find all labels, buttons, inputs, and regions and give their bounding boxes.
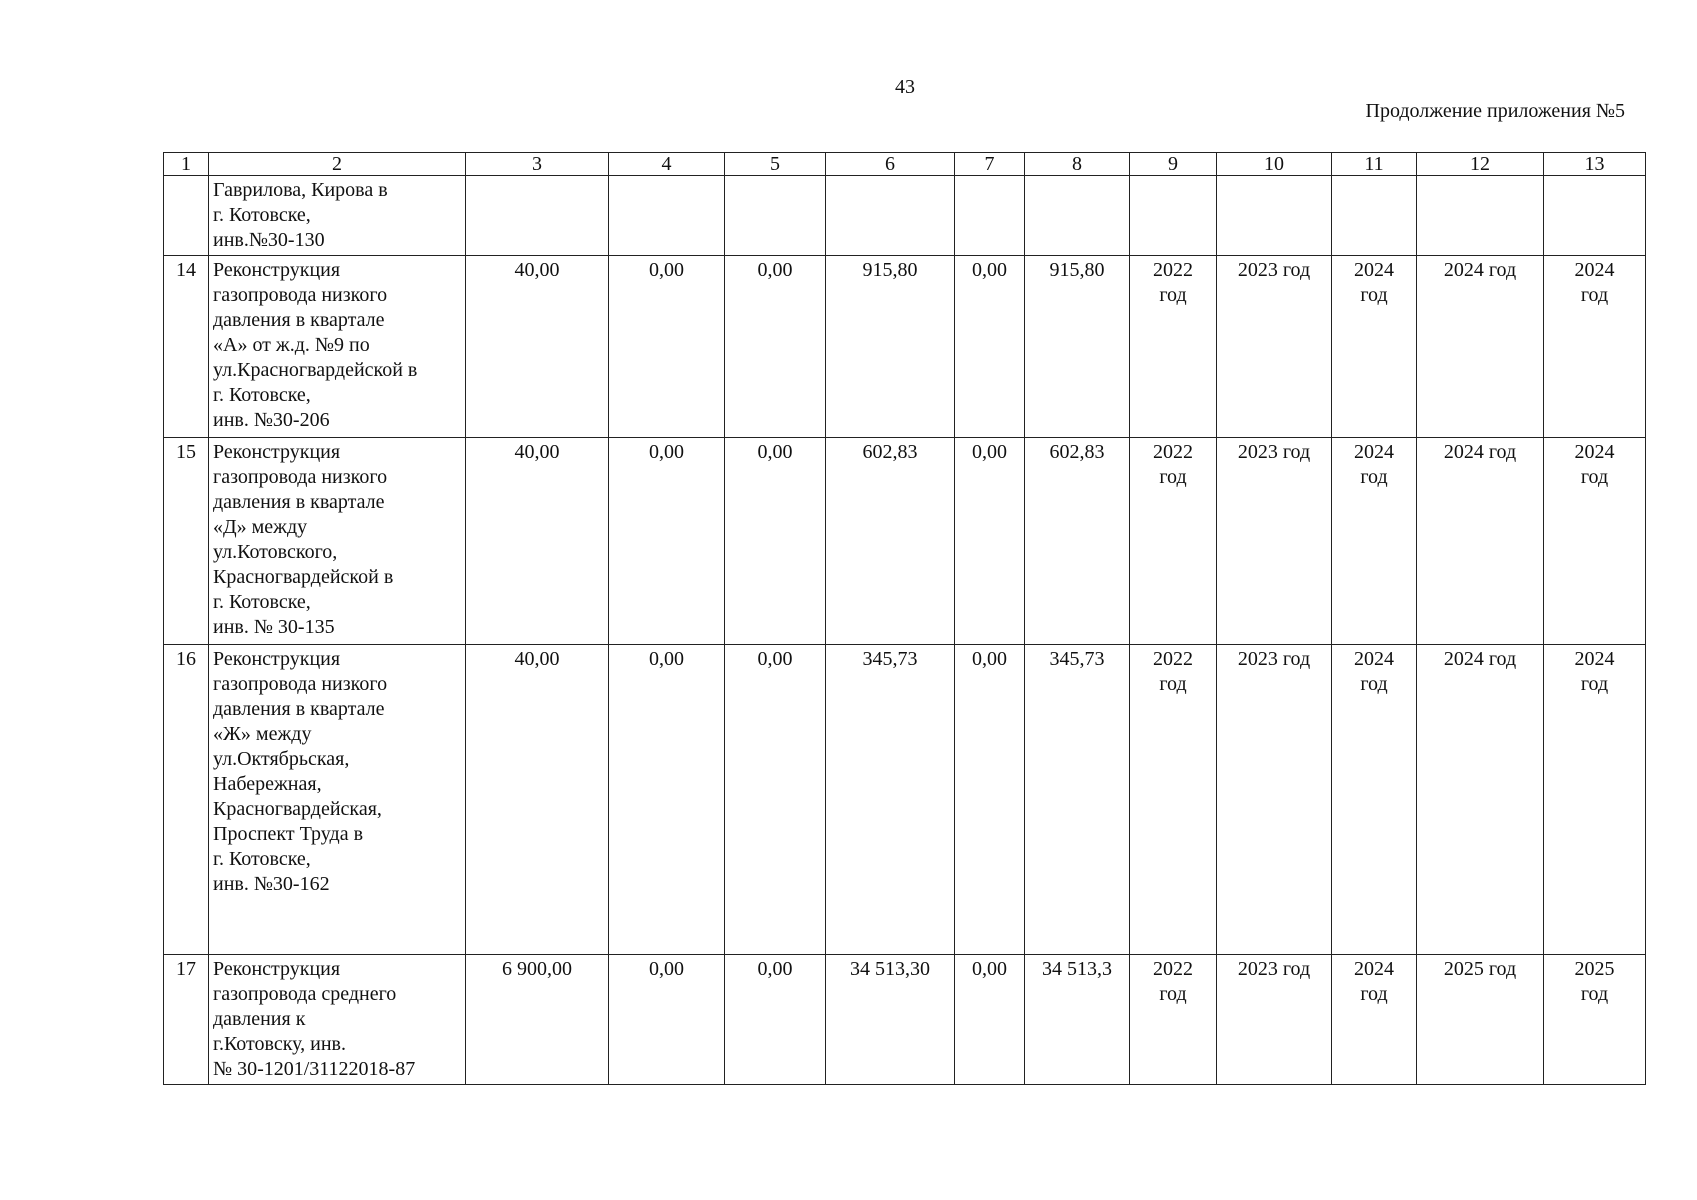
appendix-table bbox=[163, 152, 1646, 1085]
year-cell: 2024 год bbox=[1417, 256, 1544, 438]
year-cell: 2024 год bbox=[1332, 645, 1417, 955]
table-row bbox=[164, 256, 1646, 438]
year-cell bbox=[1332, 176, 1417, 256]
year-cell bbox=[1217, 176, 1332, 256]
row-number: 17 bbox=[164, 955, 209, 1085]
value-cell: 0,00 bbox=[609, 438, 725, 645]
year-cell bbox=[1130, 176, 1217, 256]
appendix-note: Продолжение приложения №5 bbox=[1365, 100, 1625, 122]
object-name: Гаврилова, Кирова в г. Котовске, инв.№30-130 bbox=[209, 176, 466, 256]
year-cell: 2024 год bbox=[1332, 955, 1417, 1085]
value-cell: 915,80 bbox=[826, 256, 955, 438]
col-header: 12 bbox=[1417, 153, 1544, 176]
value-cell: 40,00 bbox=[466, 645, 609, 955]
row-number bbox=[164, 176, 209, 256]
value-cell: 602,83 bbox=[1025, 438, 1130, 645]
year-cell: 2025 год bbox=[1544, 955, 1646, 1085]
col-header: 2 bbox=[209, 153, 466, 176]
row-number: 15 bbox=[164, 438, 209, 645]
object-name: Реконструкция газопровода низкого давления в квартале «А» от ж.д. №9 по ул.Красногвардейской в г. Котовске, инв. №30-206 bbox=[209, 256, 466, 438]
value-cell: 0,00 bbox=[609, 256, 725, 438]
object-name: Реконструкция газопровода низкого давления в квартале «Ж» между ул.Октябрьская, Набережная, Красногвардейская, Проспект Труда в г. Котовске, инв. №30-162 bbox=[209, 645, 466, 955]
year-cell: 2024 год bbox=[1544, 438, 1646, 645]
object-name: Реконструкция газопровода среднего давления к г.Котовску, инв. № 30-1201/31122018-87 bbox=[209, 955, 466, 1085]
year-cell: 2022 год bbox=[1130, 955, 1217, 1085]
value-cell bbox=[725, 176, 826, 256]
value-cell: 0,00 bbox=[955, 645, 1025, 955]
year-cell: 2024 год bbox=[1417, 438, 1544, 645]
value-cell: 0,00 bbox=[609, 955, 725, 1085]
value-cell: 0,00 bbox=[725, 256, 826, 438]
col-header: 9 bbox=[1130, 153, 1217, 176]
page-number: 43 bbox=[895, 76, 915, 98]
year-cell: 2024 год bbox=[1544, 645, 1646, 955]
year-cell: 2023 год bbox=[1217, 256, 1332, 438]
value-cell: 345,73 bbox=[826, 645, 955, 955]
year-cell bbox=[1417, 176, 1544, 256]
value-cell: 34 513,30 bbox=[826, 955, 955, 1085]
value-cell: 0,00 bbox=[725, 645, 826, 955]
value-cell bbox=[955, 176, 1025, 256]
col-header: 11 bbox=[1332, 153, 1417, 176]
value-cell: 0,00 bbox=[609, 645, 725, 955]
col-header: 7 bbox=[955, 153, 1025, 176]
table-row bbox=[164, 438, 1646, 645]
col-header: 5 bbox=[725, 153, 826, 176]
year-cell: 2025 год bbox=[1417, 955, 1544, 1085]
value-cell: 345,73 bbox=[1025, 645, 1130, 955]
col-header: 3 bbox=[466, 153, 609, 176]
value-cell: 0,00 bbox=[725, 955, 826, 1085]
row-number: 16 bbox=[164, 645, 209, 955]
header-row bbox=[164, 153, 1646, 176]
value-cell: 0,00 bbox=[955, 955, 1025, 1085]
value-cell: 6 900,00 bbox=[466, 955, 609, 1085]
year-cell: 2024 год bbox=[1544, 256, 1646, 438]
value-cell bbox=[826, 176, 955, 256]
value-cell bbox=[466, 176, 609, 256]
year-cell: 2022 год bbox=[1130, 645, 1217, 955]
table-row bbox=[164, 955, 1646, 1085]
year-cell: 2023 год bbox=[1217, 645, 1332, 955]
year-cell bbox=[1544, 176, 1646, 256]
value-cell bbox=[609, 176, 725, 256]
year-cell: 2022 год bbox=[1130, 256, 1217, 438]
value-cell: 915,80 bbox=[1025, 256, 1130, 438]
value-cell: 40,00 bbox=[466, 438, 609, 645]
col-header: 13 bbox=[1544, 153, 1646, 176]
object-name: Реконструкция газопровода низкого давления в квартале «Д» между ул.Котовского, Красногвардейской в г. Котовске, инв. № 30-135 bbox=[209, 438, 466, 645]
value-cell: 34 513,3 bbox=[1025, 955, 1130, 1085]
col-header: 8 bbox=[1025, 153, 1130, 176]
col-header: 10 bbox=[1217, 153, 1332, 176]
value-cell bbox=[1025, 176, 1130, 256]
year-cell: 2024 год bbox=[1417, 645, 1544, 955]
col-header: 1 bbox=[164, 153, 209, 176]
value-cell: 602,83 bbox=[826, 438, 955, 645]
value-cell: 0,00 bbox=[955, 256, 1025, 438]
value-cell: 0,00 bbox=[725, 438, 826, 645]
year-cell: 2024 год bbox=[1332, 438, 1417, 645]
year-cell: 2023 год bbox=[1217, 955, 1332, 1085]
year-cell: 2024 год bbox=[1332, 256, 1417, 438]
row-number: 14 bbox=[164, 256, 209, 438]
year-cell: 2022 год bbox=[1130, 438, 1217, 645]
col-header: 6 bbox=[826, 153, 955, 176]
value-cell: 40,00 bbox=[466, 256, 609, 438]
value-cell: 0,00 bbox=[955, 438, 1025, 645]
table-row bbox=[164, 645, 1646, 955]
col-header: 4 bbox=[609, 153, 725, 176]
table-row bbox=[164, 176, 1646, 256]
year-cell: 2023 год bbox=[1217, 438, 1332, 645]
